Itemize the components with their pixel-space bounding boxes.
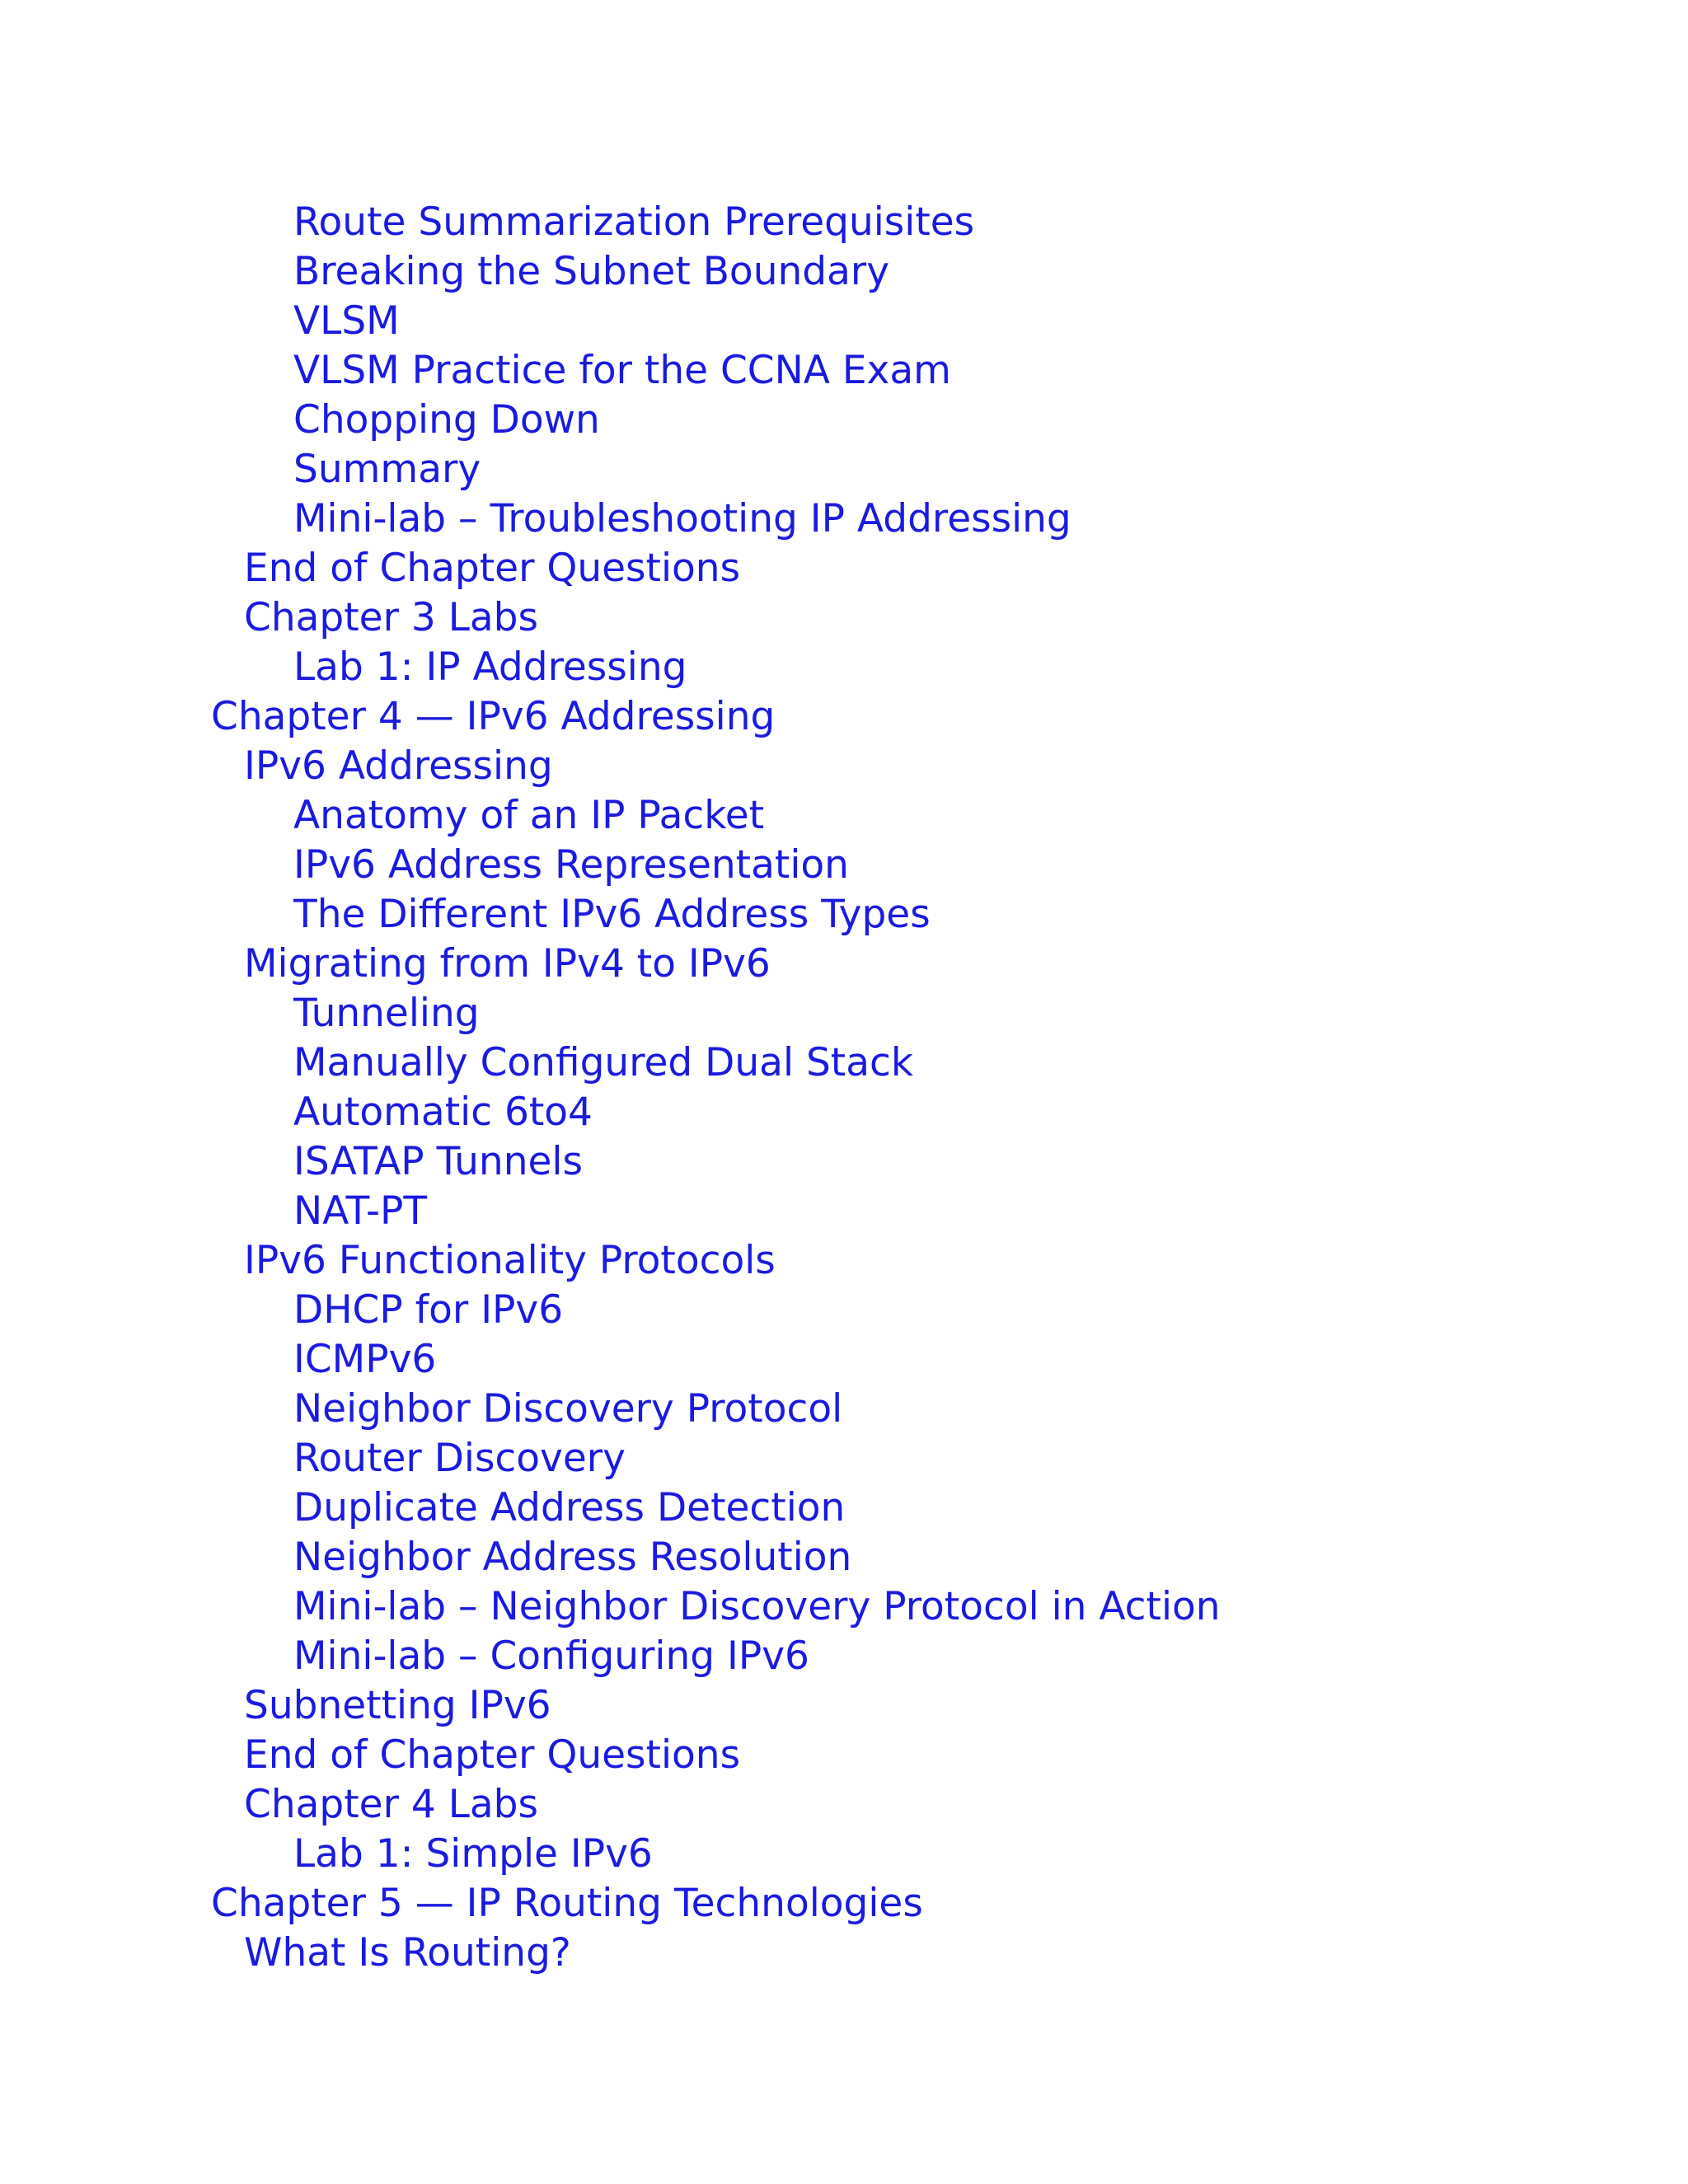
toc-link-manually-configured-dual-stack[interactable]: Manually Configured Dual Stack bbox=[293, 1040, 914, 1085]
toc-link-neighbor-discovery-protocol[interactable]: Neighbor Discovery Protocol bbox=[293, 1386, 843, 1432]
toc-link-ipv6-address-representation[interactable]: IPv6 Address Representation bbox=[293, 842, 849, 888]
toc-link-ipv6-addressing[interactable]: IPv6 Addressing bbox=[244, 743, 553, 789]
toc-link-migrating-ipv4-to-ipv6[interactable]: Migrating from IPv4 to IPv6 bbox=[244, 941, 771, 987]
toc-link-minilab-troubleshooting-ip[interactable]: Mini-lab – Troubleshooting IP Addressing bbox=[293, 496, 1071, 541]
toc-link-what-is-routing[interactable]: What Is Routing? bbox=[244, 1930, 571, 1975]
toc-link-vlsm[interactable]: VLSM bbox=[293, 298, 400, 344]
toc-link-chapter-4[interactable]: Chapter 4 — IPv6 Addressing bbox=[211, 694, 776, 739]
toc-link-minilab-ndp-in-action[interactable]: Mini-lab – Neighbor Discovery Protocol in Action bbox=[293, 1584, 1221, 1629]
toc-link-chopping-down[interactable]: Chopping Down bbox=[293, 397, 600, 443]
toc-link-icmpv6[interactable]: ICMPv6 bbox=[293, 1337, 437, 1382]
toc-link-duplicate-address-detection[interactable]: Duplicate Address Detection bbox=[293, 1485, 846, 1530]
toc-link-minilab-configuring-ipv6[interactable]: Mini-lab – Configuring IPv6 bbox=[293, 1633, 809, 1679]
toc-link-lab-1-simple-ipv6[interactable]: Lab 1: Simple IPv6 bbox=[293, 1831, 653, 1877]
toc-link-summary[interactable]: Summary bbox=[293, 447, 481, 492]
toc-link-vlsm-practice[interactable]: VLSM Practice for the CCNA Exam bbox=[293, 348, 951, 393]
toc-link-chapter-5[interactable]: Chapter 5 — IP Routing Technologies bbox=[211, 1881, 923, 1926]
toc-link-dhcp-for-ipv6[interactable]: DHCP for IPv6 bbox=[293, 1287, 564, 1333]
toc-link-automatic-6to4[interactable]: Automatic 6to4 bbox=[293, 1090, 593, 1135]
toc-link-chapter-3-labs[interactable]: Chapter 3 Labs bbox=[244, 595, 538, 640]
toc-link-chapter-4-labs[interactable]: Chapter 4 Labs bbox=[244, 1782, 538, 1827]
toc-link-ipv6-address-types[interactable]: The Different IPv6 Address Types bbox=[293, 892, 931, 937]
toc-link-isatap-tunnels[interactable]: ISATAP Tunnels bbox=[293, 1139, 583, 1184]
toc-link-subnetting-ipv6[interactable]: Subnetting IPv6 bbox=[244, 1683, 551, 1728]
toc-link-router-discovery[interactable]: Router Discovery bbox=[293, 1436, 626, 1481]
toc-link-ipv6-functionality-protocols[interactable]: IPv6 Functionality Protocols bbox=[244, 1238, 776, 1283]
toc-link-route-summarization-prerequisites[interactable]: Route Summarization Prerequisites bbox=[293, 199, 975, 245]
toc-link-neighbor-address-resolution[interactable]: Neighbor Address Resolution bbox=[293, 1535, 852, 1580]
toc-link-nat-pt[interactable]: NAT-PT bbox=[293, 1188, 428, 1234]
table-of-contents bbox=[0, 198, 1688, 1978]
toc-link-anatomy-of-ip-packet[interactable]: Anatomy of an IP Packet bbox=[293, 793, 765, 838]
toc-link-lab-1-ip-addressing[interactable]: Lab 1: IP Addressing bbox=[293, 644, 687, 690]
toc-link-breaking-the-subnet-boundary[interactable]: Breaking the Subnet Boundary bbox=[293, 249, 890, 294]
toc-link-ch4-end-of-chapter-questions[interactable]: End of Chapter Questions bbox=[244, 1732, 741, 1778]
toc-link-tunneling[interactable]: Tunneling bbox=[293, 991, 480, 1036]
toc-link-ch3-end-of-chapter-questions[interactable]: End of Chapter Questions bbox=[244, 546, 741, 591]
